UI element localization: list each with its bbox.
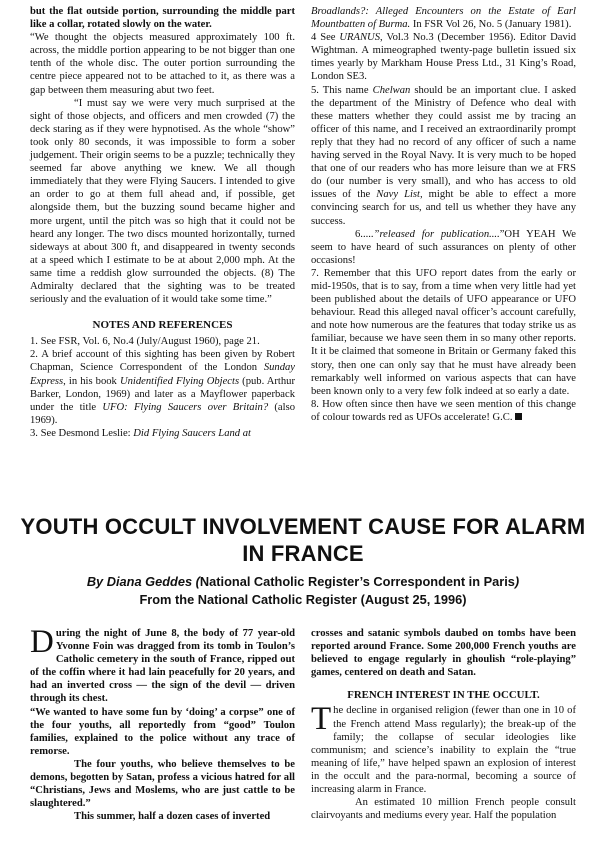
paragraph: This summer, half a dozen cases of inverted [74,811,271,823]
occult-article-right-column [311,627,576,823]
paragraph-text: uring the night of June 8, the body of 77 year-old Yvonne Foin was dragged from its tomb in Toulon’s Catholic cemetery in the south of France, ripped out of the coffin where it had lain peacefully for 20 years, and had an inverted cross — the sign of the devil — driven through its chest. [30,628,295,705]
note-5 [311,84,576,228]
note-text: , Vol.3 No.3 (December 1956). Editor David Wightman. A mimeographed twenty-page bulletin issued six times yearly by Markham House Press Ltd., 31 King’s Road, London SE3. [311,32,576,83]
ufo-article-columns [30,5,576,440]
occult-article-left-column [30,624,295,823]
note-3-continued [311,5,576,31]
note-text: ”OH YEAH We seem to have heard of such assurances on plenty of other occasions! [311,228,576,266]
note-8 [311,398,576,424]
byline-source: From the National Catholic Register (August 25, 1996) [139,592,467,607]
note-2 [30,348,295,427]
note-italic: UFO: Flying Saucers over Britain? [102,401,269,413]
note-italic: Unidentified Flying Objects [119,375,240,387]
note-3 [30,427,295,440]
note-italic: URANUS [339,32,380,44]
paragraph: but the flat outside portion, surrounding the middle part like a collar, rotated slowly on the water. [30,6,295,31]
note-text: , in his book [63,375,120,387]
note-text: 2. A brief account of this sighting has been given by Robert Chapman, Science Correspondent of the London [30,349,295,374]
ufo-article-left-column [30,5,295,440]
notes-heading: NOTES AND REFERENCES [92,319,233,332]
note-text: 4 See [311,32,340,44]
paragraph: “We thought the objects measured approximately 100 ft. across, the middle portion appearing to be not bigger than one tenth of the whole disc. The outer portion surrounding the centre piece appeared not to be attached to it, as there was a gap between them measuring abut two feet. [30,32,295,96]
note-italic: Did Flying Saucers Land at [133,427,251,439]
drop-cap: T [311,701,332,738]
paragraph [311,701,576,796]
note-text: 8. How often since then have we seen mention of this change of colour towards red as UFOs accelerate! G.C. [311,398,576,423]
note-italic: Broadlands?: Alleged Encounters on the Estate of Earl Mountbatten of Burma. [311,6,576,31]
note-text: In FSR Vol 26, No. 5 (January 1981). [410,19,572,31]
lead-paragraph [30,624,295,706]
article-byline [20,573,586,609]
paragraph-text: he decline in organised religion (fewer than one in 10 of the French attend Mass regularly); the break-up of the family; the collapse of secular ideologies like communism; and science’s inability to explain the “true meaning of life,” have helped spawn an explosion of interest in the occult and the para-normal, becoming a source of increasing alarm in France. [311,705,576,796]
note-4 [311,31,576,83]
note-text: 6..... [355,228,374,240]
note-7: 7. Remember that this UFO report dates from the early or mid-1950s, that is to say, from a time when very little had yet been published about the details of UFO appearance or UFO behaviour. Read this alleged naval officer’s account carefully, and note how numerous are the features that today strike us as familiar, because we have seen them in so many other reports. It it be claimed that someone in Britain or Germany faked this story, then one can only say that he must have already been remarkably well informed on various aspects that can have been known only to a very few folk indeed at so early a date. [311,267,576,397]
note-1: 1. See FSR, Vol. 6, No.4 (July/August 1960), page 21. [30,336,260,348]
paragraph: “I must say we were very much surprised at the sight of those objects, and officers and men crowded (7) the deck staring as if they were hypnotised. As the whole “show” took only 80 seconds, it was impossible to form a sober judgement. Their origin seems to be a puzzle; technically they seemed far above anything we knew. We all though immediately that they were Flying Saucers. I intended to give an order to go at them full ahead and, if possible, get alongside them, but the buzzing sound became higher and more urgent, until the pitch was so high that it could not be heard any longer. The two discs mounted horizontally, turned sideways at about 300 ft, and disappeared in twenty seconds at a speed which I estimate to be at about 2,000 mph. At the same time a reddish glow surrounded the objects. (8) The Admiralty declared that the sighting was to be treated seriously and the evaluation of it would take some time.” [30,97,295,306]
paragraph: “We wanted to have some fun by ‘doing’ a corpse” one of the four youths, all reportedly from “good” Toulon families, explained to the police without any trace of remorse. [30,706,295,757]
note-italic: Sunday Express [30,362,295,387]
note-text: 3. See Desmond Leslie: [30,427,134,439]
drop-cap: D [30,624,54,660]
note-6 [311,228,576,267]
note-italic: Navy List, [376,189,423,201]
note-text: should be an important clue. I asked the department of the Ministry of Defence who deal with these matters whether they could assist me by tracing an officer of this name, and I received an extraordinarily prompt reply that they had no record of any officer of such a name having served in the Royal Navy. It is very much to be hoped that one of our readers who has more leisure than we at FRS do (our number is very small), and who has access to old issues of the [311,84,576,201]
occult-article-columns [30,624,576,823]
byline-author [20,573,586,591]
byline-role: National Catholic Register’s Correspondent in Paris [199,574,515,589]
byline-paren: ) [514,574,520,589]
byline-author-name: By Diana Geddes ( [86,574,200,589]
paragraph: crosses and satanic symbols daubed on tombs have been reported around France. Some 200,000 French youths are believed to engage regularly in ghoulish “role-playing” games, centered on death and Satan. [311,628,576,679]
note-italic: Chelwan [372,84,411,96]
article-title: YOUTH OCCULT INVOLVEMENT CAUSE FOR ALARM IN FRANCE [20,514,586,566]
note-text: might be able to effect a more convincing search for us, and tell us whether they have any success. [311,189,576,227]
paragraph: The four youths, who believe themselves to be demons, begotten by Satan, profess a vicious hatred for all “Christians, Jews and Moslems, who are just cattle to be slaughtered.” [30,758,295,810]
note-text: (also 1969). [30,401,295,426]
note-text: 5. This name [311,84,373,96]
end-mark-icon [515,413,522,420]
paragraph: An estimated 10 million French people consult clairvoyants and mediums every year. Half the population [311,797,576,822]
note-italic: ”released for publication.... [373,228,500,240]
ufo-article-right-column [311,5,576,440]
section-subheading: FRENCH INTEREST IN THE OCCULT. [347,689,540,702]
note-text: (pub. Arthur Barker, London, 1969) and later as a Mayflower paperback under the title [30,375,295,413]
